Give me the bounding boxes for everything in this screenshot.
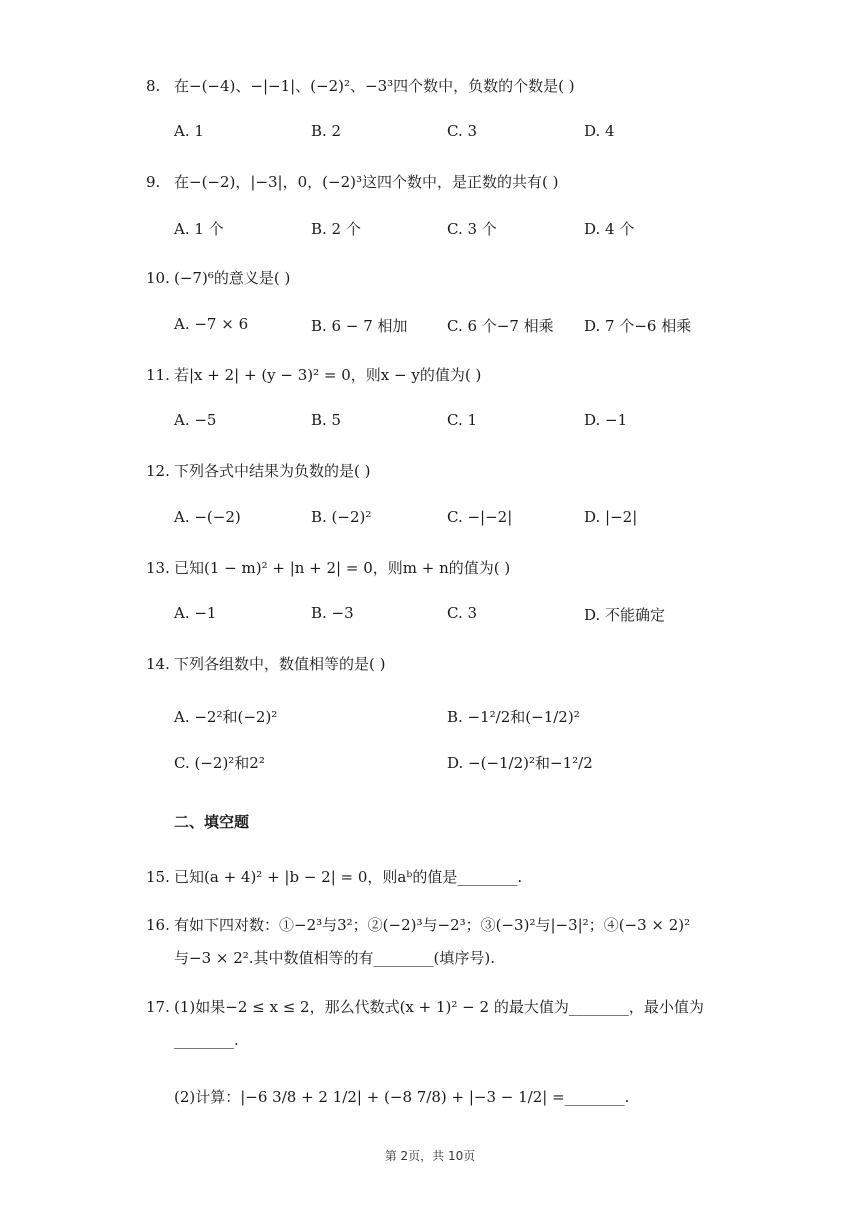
- question-12: [146, 460, 370, 481]
- option-d: D. −1: [584, 411, 628, 429]
- option-a: A. −(−2): [174, 508, 241, 526]
- option-a: A. −1: [174, 604, 217, 622]
- option-a: A. −7 × 6: [174, 315, 249, 333]
- question-16-continued: 与−3 × 2².其中数值相等的有________(填序号).: [174, 949, 496, 967]
- option-b: B. (−2)²: [311, 508, 372, 526]
- question-15: [146, 866, 522, 887]
- question-text: 在−(−4)、−|−1|、(−2)²、−3³四个数中，负数的个数是( ): [174, 77, 575, 95]
- option-a: A. −2²和(−2)²: [174, 708, 278, 726]
- section-title: 二、填空题: [174, 813, 250, 831]
- option-c: C. 6 个−7 相乘: [447, 317, 554, 335]
- question-number: 8.: [146, 77, 161, 95]
- question-number: 17.: [146, 998, 170, 1016]
- question-11: [146, 364, 481, 385]
- question-17: [146, 996, 704, 1017]
- question-17-continued: ________.: [174, 1031, 239, 1049]
- question-13: [146, 557, 510, 578]
- option-a: A. 1: [174, 122, 204, 140]
- option-d: D. 7 个−6 相乘: [584, 317, 692, 335]
- question-text: 若|x + 2| + (y − 3)² = 0，则x − y的值为( ): [174, 366, 482, 384]
- question-text: 下列各式中结果为负数的是( ): [174, 462, 371, 480]
- option-b: B. 6 − 7 相加: [311, 317, 408, 335]
- question-text: 下列各组数中，数值相等的是( ): [174, 655, 386, 673]
- question-number: 10.: [146, 269, 170, 287]
- option-c: C. (−2)²和2²: [174, 754, 265, 772]
- question-text: (1)如果−2 ≤ x ≤ 2，那么代数式(x + 1)² − 2 的最大值为________，最小值为: [174, 998, 704, 1016]
- question-text: 已知(1 − m)² + |n + 2| = 0，则m + n的值为( ): [174, 559, 511, 577]
- option-c: C. 3: [447, 122, 478, 140]
- question-number: 11.: [146, 366, 170, 384]
- option-c: C. 3 个: [447, 220, 497, 238]
- option-b: B. −3: [311, 604, 354, 622]
- option-d: D. 4: [584, 122, 615, 140]
- question-text: 在−(−2)，|−3|，0，(−2)³这四个数中，是正数的共有( ): [174, 173, 559, 191]
- option-b: B. 2 个: [311, 220, 361, 238]
- option-b: B. 2: [311, 122, 342, 140]
- option-c: C. 3: [447, 604, 478, 622]
- option-d: D. 4 个: [584, 220, 635, 238]
- question-14: [146, 653, 385, 674]
- page-footer: 第 2页，共 10页: [384, 1149, 476, 1163]
- option-d: D. |−2|: [584, 508, 638, 526]
- option-d: D. 不能确定: [584, 606, 666, 624]
- question-number: 16.: [146, 916, 170, 934]
- option-c: C. 1: [447, 411, 478, 429]
- question-number: 9.: [146, 173, 161, 191]
- question-number: 14.: [146, 655, 170, 673]
- question-10: [146, 267, 290, 288]
- option-c: C. −|−2|: [447, 508, 513, 526]
- question-text: 已知(a + 4)² + |b − 2| = 0，则aᵇ的值是________.: [174, 868, 523, 886]
- question-9: [146, 171, 558, 192]
- question-text: (−7)⁶的意义是( ): [174, 269, 291, 287]
- question-16: [146, 914, 690, 935]
- question-number: 15.: [146, 868, 170, 886]
- option-a: A. −5: [174, 411, 217, 429]
- option-d: D. −(−1/2)²和−1²/2: [447, 754, 593, 772]
- option-b: B. −1²/2和(−1/2)²: [447, 708, 580, 726]
- question-text: 有如下四对数：①−2³与3²；②(−2)³与−2³；③(−3)²与|−3|²；④(−3 × 2)²: [174, 916, 691, 934]
- question-8: [146, 75, 575, 96]
- question-17-part2: (2)计算：|−6 3/8 + 2 1/2| + (−8 7/8) + |−3 − 1/2| =________.: [174, 1088, 630, 1106]
- question-number: 12.: [146, 462, 170, 480]
- option-a: A. 1 个: [174, 220, 224, 238]
- option-b: B. 5: [311, 411, 342, 429]
- question-number: 13.: [146, 559, 170, 577]
